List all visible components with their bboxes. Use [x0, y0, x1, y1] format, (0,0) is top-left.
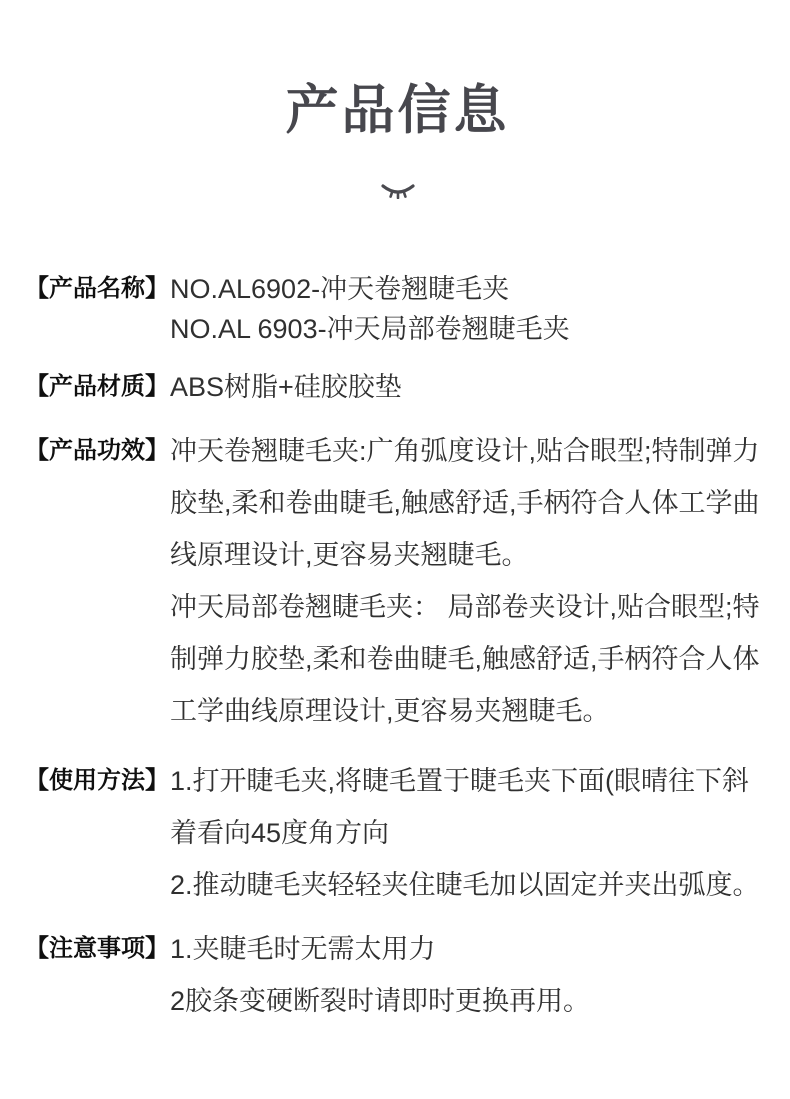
product-name-line: NO.AL 6903-冲天局部卷翘睫毛夹 [170, 314, 570, 344]
product-name-label: 【产品名称】 [25, 275, 169, 302]
section-product-material [25, 361, 770, 413]
closed-eye-lashes-icon [381, 183, 415, 199]
usage-method-line: 着看向45度角方向 [170, 818, 390, 848]
product-effect-line: 冲天卷翘睫毛夹:广角弧度设计,贴合眼型;特制弹力 [170, 436, 760, 466]
section-product-effect [25, 425, 770, 737]
product-material-content [170, 361, 770, 413]
section-product-name [25, 269, 770, 349]
precautions-line: 2胶条变硬断裂时请即时更换再用。 [170, 986, 591, 1016]
usage-method-line: 1.打开睫毛夹,将睫毛置于睫毛夹下面(眼晴往下斜 [170, 766, 750, 796]
usage-method-content [170, 755, 770, 911]
product-info-sections [25, 269, 770, 1027]
product-material-label: 【产品材质】 [25, 373, 169, 400]
product-effect-content [170, 425, 770, 737]
product-effect-line: 线原理设计,更容易夹翘睫毛。 [170, 540, 529, 570]
product-effect-line: 制弹力胶垫,柔和卷曲睫毛,触感舒适,手柄符合人体 [170, 644, 760, 674]
title-divider [25, 183, 770, 199]
precautions-label: 【注意事项】 [25, 935, 169, 962]
precautions-content [170, 923, 770, 1027]
page-title: 产品信息 [285, 81, 510, 140]
usage-method-label: 【使用方法】 [25, 767, 169, 794]
product-effect-line: 冲天局部卷翘睫毛夹： 局部卷夹设计,贴合眼型;特 [170, 592, 760, 622]
usage-method-line: 2.推动睫毛夹轻轻夹住睫毛加以固定并夹出弧度。 [170, 870, 760, 900]
product-effect-line: 工学曲线原理设计,更容易夹翘睫毛。 [170, 696, 610, 726]
product-effect-line: 胶垫,柔和卷曲睫毛,触感舒适,手柄符合人体工学曲 [170, 488, 760, 518]
product-material-line: ABS树脂+硅胶胶垫 [170, 372, 402, 402]
precautions-line: 1.夹睫毛时无需太用力 [170, 934, 436, 964]
product-effect-label: 【产品功效】 [25, 437, 169, 464]
product-name-content [170, 269, 770, 349]
section-precautions [25, 923, 770, 1027]
section-usage-method [25, 755, 770, 911]
product-name-line: NO.AL6902-冲天卷翘睫毛夹 [170, 274, 510, 304]
